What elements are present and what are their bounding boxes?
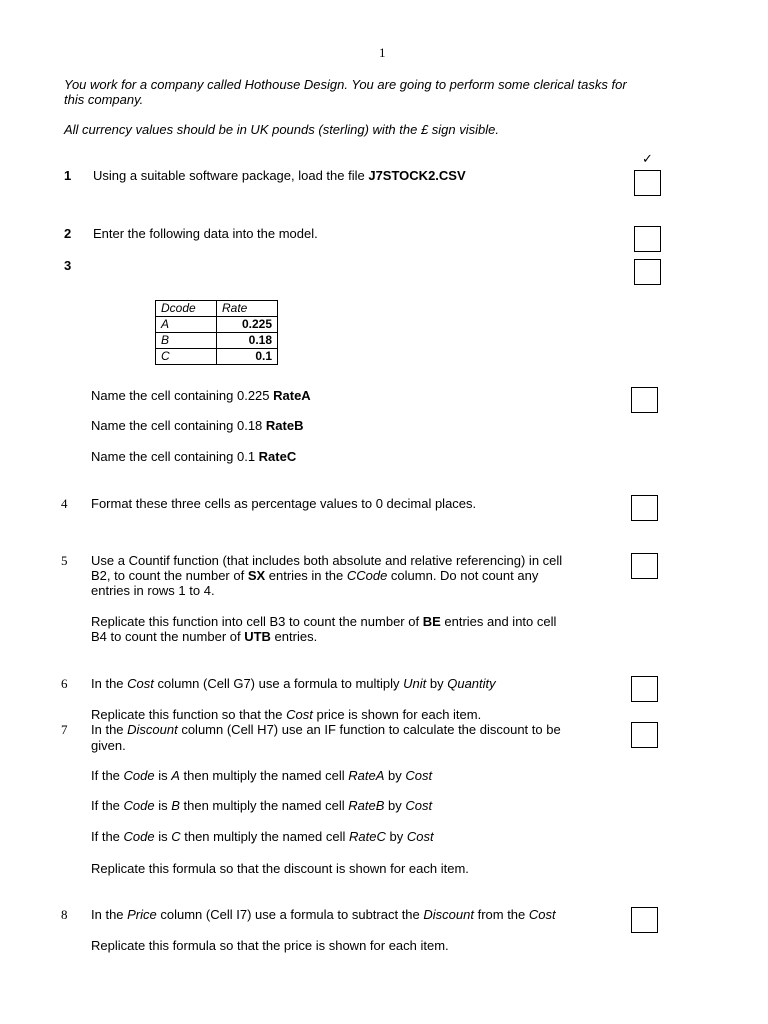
t7-if-b-e: then multiply the named cell (179, 798, 349, 813)
t7-if-a-g: by (384, 768, 406, 783)
name-rate-b (91, 418, 303, 433)
task-5-line-4 (91, 614, 556, 629)
t7-if-c-rate: RateC (349, 829, 386, 844)
name-rate-b-name: RateB (265, 418, 304, 433)
task-4-number: 4 (61, 496, 68, 511)
t8-l1c: column (Cell I7) use a formula to subtract the (156, 907, 424, 922)
task-7-if-c (91, 829, 434, 844)
t7-if-a-letter: A (171, 768, 180, 783)
t5-l4a: Replicate this function into cell B3 to count the number of (91, 614, 423, 629)
task-7-number: 7 (61, 722, 68, 737)
task-2-number: 2 (64, 226, 72, 241)
table-cell-rate: 0.18 (217, 333, 278, 349)
task-4-checkbox[interactable] (631, 495, 658, 521)
task-5-number: 5 (61, 553, 68, 568)
task-1-pre: Using a suitable software package, load the file (93, 168, 369, 183)
intro-line-2: this company. (64, 92, 144, 107)
t6-quantity: Quantity (447, 676, 496, 691)
t8-l1a: In the (91, 907, 128, 922)
t6-l1e: by (426, 676, 448, 691)
t5-l2e: column. Do not count any (387, 568, 539, 583)
t5-l5a: B4 to count the number of (91, 629, 245, 644)
t5-l5c: entries. (270, 629, 318, 644)
task-8-line-2: Replicate this formula so that the price is shown for each item. (91, 938, 449, 953)
t8-cost: Cost (528, 907, 556, 922)
task-5-line-1: Use a Countif function (that includes both absolute and relative referencing) in cell (91, 553, 563, 568)
t7-if-a-e: then multiply the named cell (179, 768, 349, 783)
intro-line-3: All currency values should be in UK pounds (sterling) with the £ sign visible. (64, 122, 499, 137)
task-8-line-1 (91, 907, 556, 922)
t7-if-b-a: If the (91, 798, 124, 813)
task-2-checkbox[interactable] (634, 226, 661, 252)
t7-if-c-letter: C (171, 829, 181, 844)
t5-utb: UTB (244, 629, 271, 644)
name-rate-c (91, 449, 296, 464)
task-7-if-b (91, 798, 432, 813)
t7-if-a-c: is (154, 768, 172, 783)
table-cell-rate: 0.1 (217, 349, 278, 365)
t5-sx: SX (247, 568, 266, 583)
t7-if-a-a: If the (91, 768, 124, 783)
checkmark-icon: ✓ (642, 151, 653, 166)
t6-l2c: price is shown for each item. (312, 707, 482, 722)
task-2-text: Enter the following data into the model. (93, 226, 318, 241)
name-rate-b-pre: Name the cell containing 0.18 (91, 418, 266, 433)
name-rate-a (91, 388, 311, 403)
task-5-line-5 (91, 629, 317, 644)
t7-if-c-cost: Cost (406, 829, 434, 844)
t6-cost-2: Cost (286, 707, 313, 722)
table-cell-code: B (156, 333, 217, 349)
task-1-filename: J7STOCK2.CSV (368, 168, 466, 183)
t8-price: Price (127, 907, 157, 922)
t7-if-c-e: then multiply the named cell (180, 829, 349, 844)
t6-cost: Cost (127, 676, 154, 691)
t7-if-b-cost: Cost (405, 798, 433, 813)
t7-if-b-g: by (384, 798, 406, 813)
t7-if-c-code: Code (123, 829, 155, 844)
task-6-line-1 (91, 676, 496, 691)
task-8-checkbox[interactable] (631, 907, 658, 933)
task-7-line-1 (91, 722, 561, 737)
t6-unit: Unit (403, 676, 427, 691)
task-5-checkbox[interactable] (631, 553, 658, 579)
t7-if-a-rate: RateA (348, 768, 385, 783)
task-8-number: 8 (61, 907, 68, 922)
task-3-checkbox[interactable] (634, 259, 661, 285)
task-6-line-2 (91, 707, 481, 722)
t7-if-b-rate: RateB (348, 798, 385, 813)
t8-l1e: from the (473, 907, 529, 922)
table-row (156, 333, 278, 349)
task-7-if-a (91, 768, 432, 783)
t7-if-c-c: is (154, 829, 172, 844)
t7-l1c: column (Cell H7) use an IF function to calculate the discount to be (177, 722, 561, 737)
t7-if-b-letter: B (171, 798, 180, 813)
name-rate-a-name: RateA (273, 388, 311, 403)
t5-l2c: entries in the (265, 568, 347, 583)
table-cell-code: C (156, 349, 217, 365)
intro-line-1: You work for a company called Hothouse Design. You are going to perform some clerical tasks for (64, 77, 627, 92)
task-1-checkbox[interactable] (634, 170, 661, 196)
t7-if-a-cost: Cost (405, 768, 433, 783)
page-number: 1 (379, 45, 386, 60)
name-rate-c-pre: Name the cell containing 0.1 (91, 449, 259, 464)
t6-l1c: column (Cell G7) use a formula to multiply (153, 676, 404, 691)
task-1-text (93, 168, 466, 183)
task-7-line-6: Replicate this formula so that the discount is shown for each item. (91, 861, 469, 876)
t7-if-b-c: is (154, 798, 172, 813)
t6-l2a: Replicate this function so that the (91, 707, 287, 722)
header-dcode: Dcode (156, 301, 217, 317)
task-4-text: Format these three cells as percentage values to 0 decimal places. (91, 496, 477, 511)
name-rate-a-pre: Name the cell containing 0.225 (91, 388, 274, 403)
t5-l2a: B2, to count the number of (91, 568, 248, 583)
table-row (156, 349, 278, 365)
t6-l1a: In the (91, 676, 128, 691)
task-7-line-2: given. (91, 738, 126, 753)
t5-be: BE (422, 614, 441, 629)
t7-if-b-code: Code (123, 798, 155, 813)
task-6-number: 6 (61, 676, 68, 691)
task-1-number: 1 (64, 168, 72, 183)
header-rate: Rate (217, 301, 278, 317)
table-row (156, 317, 278, 333)
task-6-checkbox[interactable] (631, 676, 658, 702)
t7-l1a: In the (91, 722, 128, 737)
task-3-number: 3 (64, 258, 72, 273)
t7-if-c-g: by (385, 829, 407, 844)
t8-discount: Discount (423, 907, 474, 922)
t5-ccode: CCode (346, 568, 388, 583)
task-7-checkbox[interactable] (631, 722, 658, 748)
table-cell-code: A (156, 317, 217, 333)
table-cell-rate: 0.225 (217, 317, 278, 333)
t7-discount: Discount (127, 722, 178, 737)
table-header-row (156, 301, 278, 317)
t5-l4c: entries and into cell (440, 614, 557, 629)
task-5-line-3: entries in rows 1 to 4. (91, 583, 215, 598)
rate-table (155, 300, 278, 365)
t7-if-a-code: Code (123, 768, 155, 783)
t7-if-c-a: If the (91, 829, 124, 844)
task-5-line-2 (91, 568, 538, 583)
task-3-names-checkbox[interactable] (631, 387, 658, 413)
name-rate-c-name: RateC (258, 449, 297, 464)
